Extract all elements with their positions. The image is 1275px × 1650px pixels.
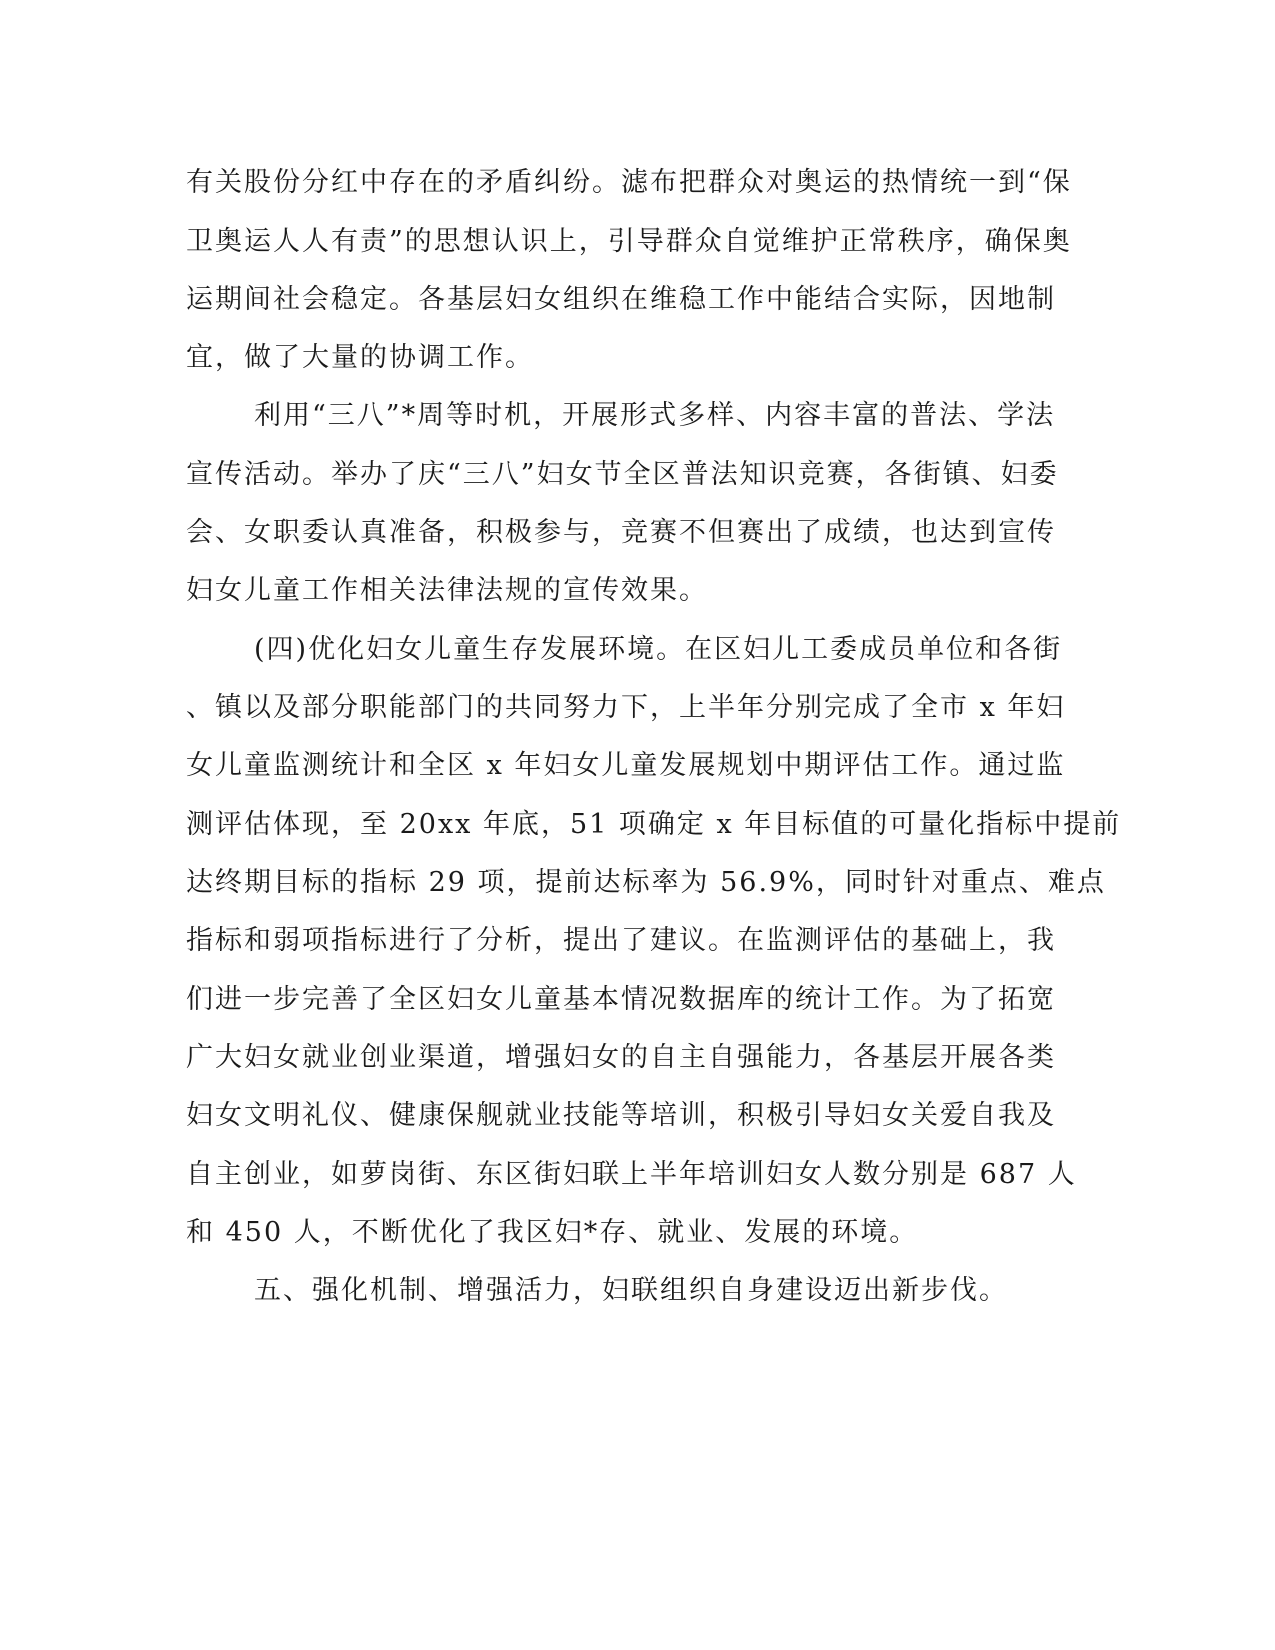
text-line: 运期间社会稳定。各基层妇女组织在维稳工作中能结合实际，因地制 — [186, 284, 1056, 315]
paragraph-first-line: 利用“三八”*周等时机，开展形式多样、内容丰富的普法、学法 — [254, 400, 1056, 431]
text-line: 有关股份分红中存在的矛盾纠纷。滤布把群众对奥运的热情统一到“保 — [186, 167, 1072, 198]
text-line: 指标和弱项指标进行了分析，提出了建议。在监测评估的基础上，我 — [186, 925, 1056, 956]
text-line: 妇女儿童工作相关法律法规的宣传效果。 — [186, 575, 708, 606]
section-heading-4: (四)优化妇女儿童生存发展环境。在区妇儿工委成员单位和各街 — [254, 634, 1063, 665]
text-line: 宜，做了大量的协调工作。 — [186, 342, 534, 373]
text-line: 、镇以及部分职能部门的共同努力下，上半年分别完成了全市 x 年妇 — [186, 692, 1066, 723]
section-heading-5: 五、强化机制、增强活力，妇联组织自身建设迈出新步伐。 — [254, 1275, 1008, 1306]
text-line: 和 450 人，不断优化了我区妇*存、就业、发展的环境。 — [186, 1217, 919, 1248]
text-line: 会、女职委认真准备，积极参与，竞赛不但赛出了成绩，也达到宣传 — [186, 517, 1056, 548]
text-line: 测评估体现，至 20xx 年底，51 项确定 x 年目标值的可量化指标中提前 — [186, 809, 1122, 840]
text-line: 广大妇女就业创业渠道，增强妇女的自主自强能力，各基层开展各类 — [186, 1042, 1056, 1073]
text-line: 达终期目标的指标 29 项，提前达标率为 56.9%，同时针对重点、难点 — [186, 867, 1106, 898]
text-line: 妇女文明礼仪、健康保舰就业技能等培训，积极引导妇女关爱自我及 — [186, 1100, 1056, 1131]
text-line: 们进一步完善了全区妇女儿童基本情况数据库的统计工作。为了拓宽 — [186, 984, 1056, 1015]
text-line: 女儿童监测统计和全区 x 年妇女儿童发展规划中期评估工作。通过监 — [186, 750, 1066, 781]
text-line: 自主创业，如萝岗街、东区街妇联上半年培训妇女人数分别是 687 人 — [186, 1159, 1077, 1190]
text-line: 卫奥运人人有责”的思想认识上，引导群众自觉维护正常秩序，确保奥 — [186, 226, 1072, 257]
text-line: 宣传活动。举办了庆“三八”妇女节全区普法知识竞赛，各街镇、妇委 — [186, 459, 1059, 490]
